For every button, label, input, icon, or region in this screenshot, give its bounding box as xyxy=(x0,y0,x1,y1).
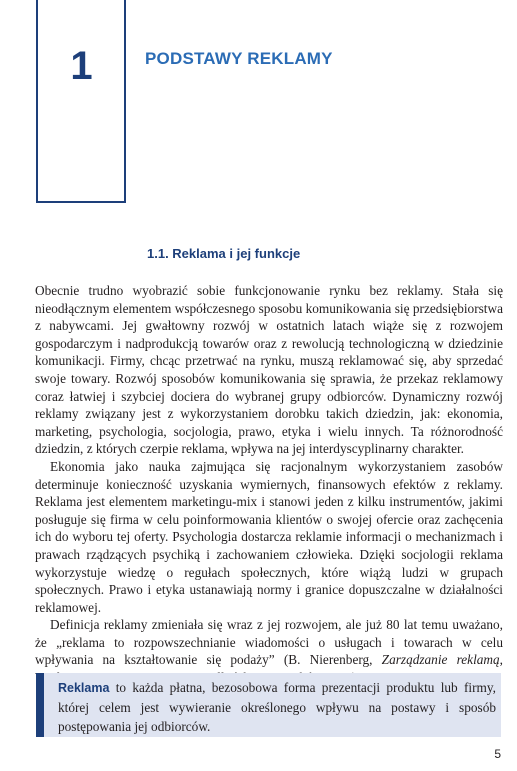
definition-body: to każda płatna, bezosobowa forma prezentacji produktu lub firmy, której celem jest wywieranie określonego wpływu na postawy i sposób postępowania jej odbiorców. xyxy=(58,680,496,734)
book-title-citation: Zarządzanie reklamą xyxy=(381,652,500,668)
page-number: 5 xyxy=(494,747,501,761)
chapter-number: 1 xyxy=(70,44,92,88)
definition-text xyxy=(58,678,496,736)
definition-term: Reklama xyxy=(58,681,110,695)
paragraph-1: Obecnie trudno wyobrazić sobie funkcjonowanie rynku bez reklamy. Stała się nieodłącznym elementem współczesnego sposobu komunikowania się przedsiębiorstwa z nabywcami. Jej gwałtowny rozwój w ostatnich latach wiąże się z rozwojem gospodarczym i nadprodukcją towarów oraz z rewolucją technologiczną w dziedzinie komunikacji. Firmy, chcąc przetrwać na rynku, muszą reklamować się, aby sprzedać swoje towary. Rozwój sposobów komunikowania się sprawia, że przekaz reklamowy coraz łatwiej i szybciej dociera do wybranej grupy odbiorców. Dynamiczny rozwój reklamy związany jest z wykorzystaniem dorobku takich dziedzin, jak: ekonomia, marketing, psychologia, socjologia, prawo, etyka i wielu innych. Ta różnorodność dziedzin, z których czerpie reklama, wpływa na jej interdyscyplinarny charakter. xyxy=(35,283,503,457)
paragraph-3-text-after: , xyxy=(499,652,503,668)
section-title: 1.1. Reklama i jej funkcje xyxy=(147,246,301,261)
definition-box xyxy=(36,673,501,737)
body-text xyxy=(35,282,503,687)
chapter-number-box xyxy=(36,0,126,203)
chapter-title: PODSTAWY REKLAMY xyxy=(145,49,333,68)
paragraph-3-text-before: Definicja reklamy zmieniała się wraz z jej rozwojem, ale już 80 lat temu uważano, że „reklama to rozpowszechnianie wiadomości o usługach i towarach w celu wpływania na kształtowanie się podaży” (B. Nierenberg, xyxy=(35,617,503,668)
paragraph-2: Ekonomia jako nauka zajmująca się racjonalnym wykorzystaniem zasobów determinuje konieczność uzyskania wymiernych, finansowych efektów z reklamy. Reklama jest elementem marketingu-mix i stanowi jeden z kilku instrumentów, jakimi posługuje się firma w celu poinformowania klientów o swojej ofercie oraz zachęcenia ich do wyboru tej oferty. Psychologia dostarcza reklamie informacji o mechanizmach i prawach rządzących psychiką i zachowaniem człowieka. Dzięki socjologii reklama wykorzystuje wiedzę o regułach społecznych, które wiążą ludzi w grupach społecznych. Prawo i etyka ustanawiają normy i granice dopuszczalne w działalności reklamowej. xyxy=(35,458,503,615)
